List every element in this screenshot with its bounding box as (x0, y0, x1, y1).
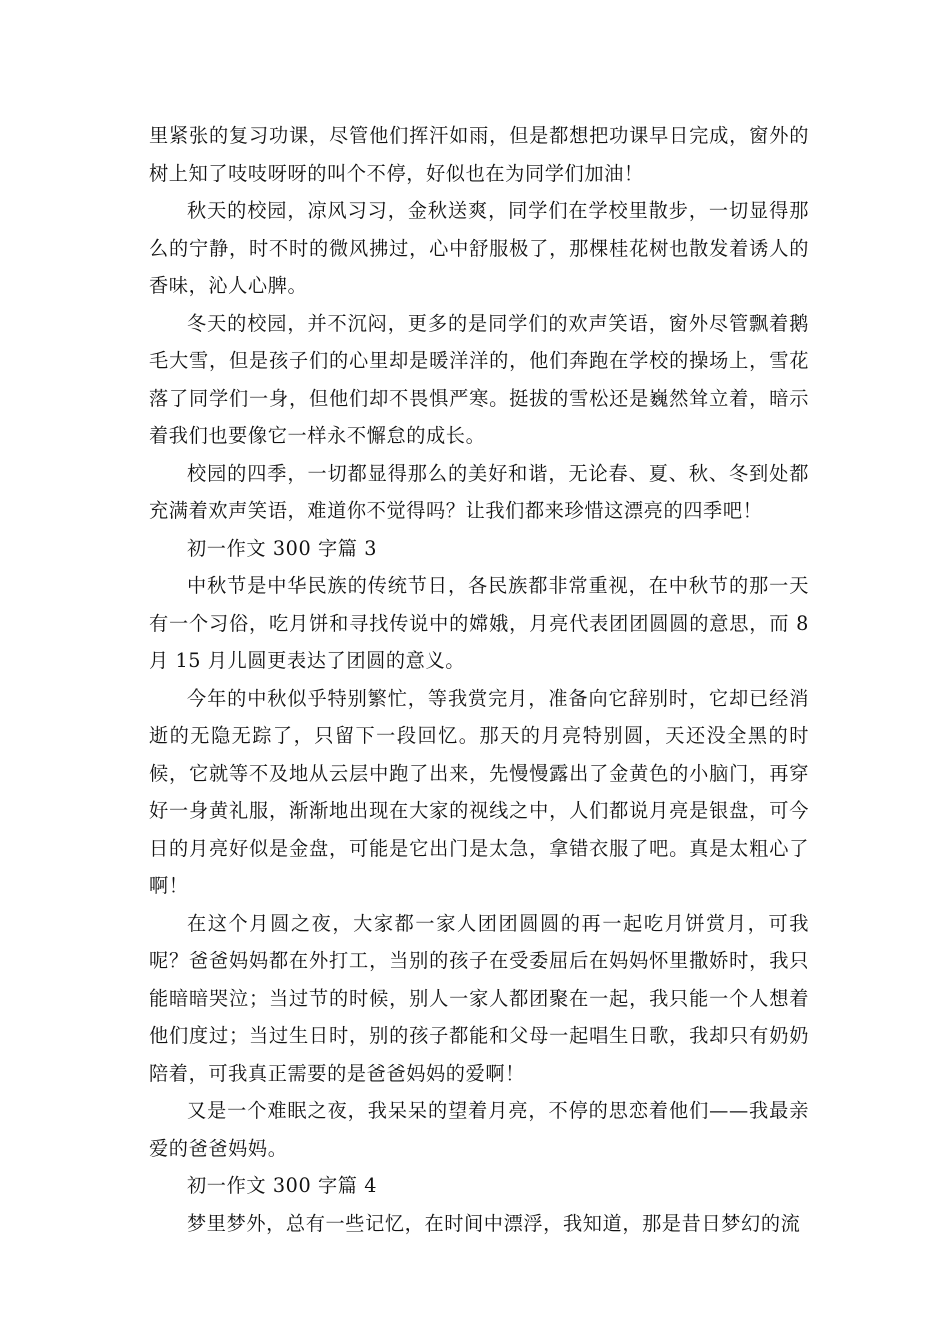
paragraph-school-summer-end: 里紧张的复习功课，尽管他们挥汗如雨，但是都想把功课早日完成，窗外的树上知了吱吱呀呀的叫个不停，好似也在为同学们加油！ (149, 124, 809, 185)
paragraph-autumn-campus: 秋天的校园，凉风习习，金秋送爽，同学们在学校里散步，一切显得那么的宁静，时不时的微风拂过，心中舒服极了，那棵桂花树也散发着诱人的香味，沁人心脾。 (149, 199, 809, 297)
paragraph-sleepless-night: 又是一个难眠之夜，我呆呆的望着月亮，不停的思恋着他们——我最亲爱的爸爸妈妈。 (149, 1099, 809, 1160)
document-page (149, 117, 809, 1242)
paragraph-dreams: 梦里梦外，总有一些记忆，在时间中漂浮，我知道，那是昔日梦幻的流 (187, 1211, 801, 1235)
paragraph-four-seasons: 校园的四季，一切都显得那么的美好和谐，无论春、夏、秋、冬到处都充满着欢声笑语，难道你不觉得吗？让我们都来珍惜这漂亮的四季吧！ (149, 461, 809, 522)
paragraph-winter-campus: 冬天的校园，并不沉闷，更多的是同学们的欢声笑语，窗外尽管飘着鹅毛大雪，但是孩子们的心里却是暖洋洋的，他们奔跑在学校的操场上，雪花落了同学们一身，但他们却不畏惧严寒。挺拔的雪松还是巍然耸立着，暗示着我们也要像它一样永不懈怠的成长。 (149, 311, 809, 447)
paragraph-mid-autumn-festival: 中秋节是中华民族的传统节日，各民族都非常重视，在中秋节的那一天有一个习俗，吃月饼和寻找传说中的嫦娥，月亮代表团团圆圆的意思，而 8 月 15 月儿圆更表达了团圆的意义。 (149, 574, 809, 672)
section-heading-essay-3: 初一作文 300 字篇 3 (187, 536, 378, 560)
section-heading-essay-4: 初一作文 300 字篇 4 (187, 1174, 378, 1197)
paragraph-parents-away: 在这个月圆之夜，大家都一家人团团圆圆的再一起吃月饼赏月，可我呢？爸爸妈妈都在外打工，当别的孩子在受委屈后在妈妈怀里撒娇时，我只能暗暗哭泣；当过节的时候，别人一家人都团聚在一起，我只能一个人想着他们度过；当过生日时，别的孩子都能和父母一起唱生日歌，我却只有奶奶陪着，可我真正需要的是爸爸妈妈的爱啊！ (149, 911, 809, 1085)
paragraph-mid-autumn-moon: 今年的中秋似乎特别繁忙，等我赏完月，准备向它辞别时，它却已经消逝的无隐无踪了，只留下一段回忆。那天的月亮特别圆，天还没全黑的时候，它就等不及地从云层中跑了出来，先慢慢露出了金黄色的小脑门，再穿好一身黄礼服，渐渐地出现在大家的视线之中，人们都说月亮是银盘，可今日的月亮好似是金盘，可能是它出门是太急，拿错衣服了吧。真是太粗心了啊！ (149, 686, 809, 897)
